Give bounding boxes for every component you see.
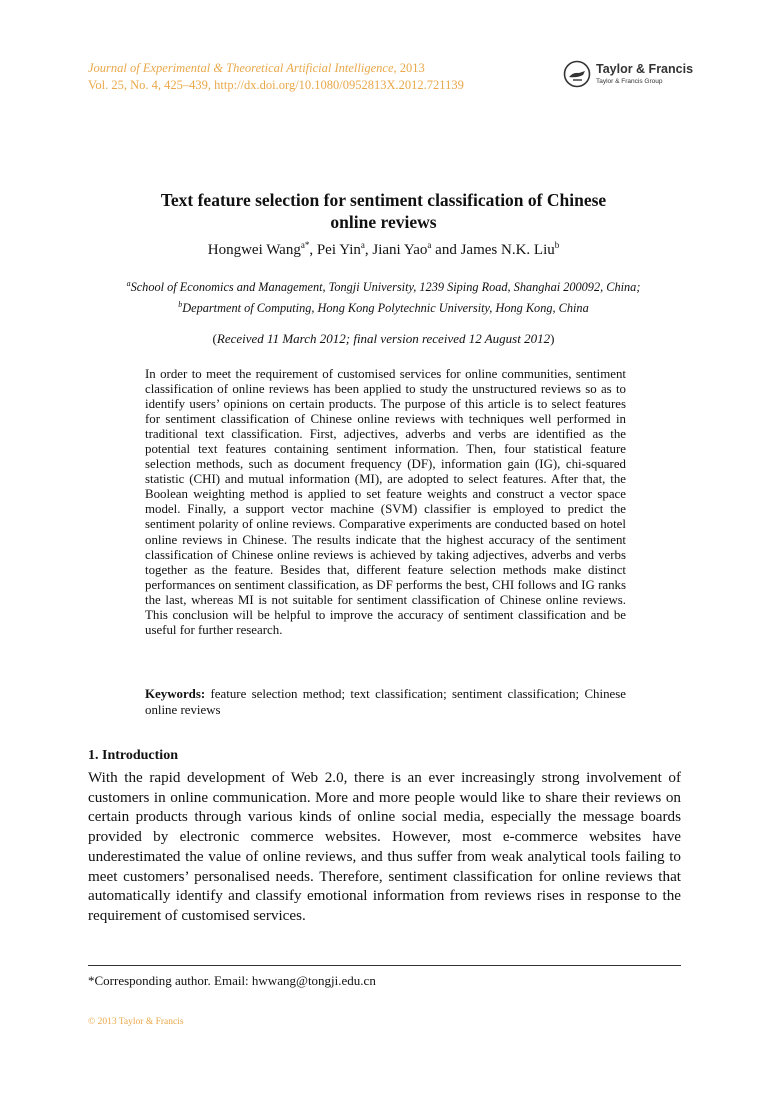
publisher-name: Taylor & Francis: [596, 62, 694, 76]
affiliation-b-mark: b: [178, 300, 183, 310]
keywords-list: feature selection method; text classification; sentiment classification; Chinese online reviews: [145, 687, 626, 717]
publisher-logo: [563, 60, 693, 90]
author-list: [80, 235, 687, 260]
author-sup: a*: [300, 240, 310, 250]
author-name: Pei Yin: [316, 242, 361, 258]
title-line-2: online reviews: [330, 212, 437, 232]
section-body: With the rapid development of Web 2.0, there is an ever increasingly strong involvement of customers in online communication. More and more people would like to share their reviews on certain products through various kinds of online social media, especially the message boards provided by electronic commerce websites. However, most e-commerce websites have underestimated the value of online reviews, and thus suffer from weak analytical tools failing to meet customers’ personalised needs. Therefore, sentiment classification for online reviews that automatically identify and classify emotional information from reviews rises in response to the requirement of customised services.: [88, 769, 681, 924]
publisher-lamp-icon: [563, 60, 591, 88]
abstract: In order to meet the requirement of customised services for online communities, sentiment classification of online reviews has been applied to study the unstructured reviews so as to identify users’ opinions on certain products. The purpose of this article is to select features for sentiment classification of Chinese online reviews with techniques well performed in traditional text classification. First, adjectives, adverbs and verbs are identified as the potential text features containing sentiment information. Then, four statistical feature selection methods, such as document frequency (DF), information gain (IG), chi-squared statistic (CHI) and mutual information (MI), are adopted to select features. After that, the Boolean weighting method is applied to set feature weights and construct a vector space model. Finally, a support vector machine (SVM) classifier is employed to predict the sentiment polarity of online reviews. Comparative experiments are conducted based on hotel online reviews in Chinese. The results indicate that the highest accuracy of the sentiment classification of Chinese online reviews is achieved by taking adjectives, adverbs and verbs together as the feature. Besides that, different feature selection methods make distinct performances on sentiment classification, as DF performs the best, CHI follows and IG ranks the last, whereas MI is not suitable for sentiment classification of Chinese online reviews. This conclusion will be helpful to improve the accuracy of sentiment classification and be useful for further research.: [145, 367, 626, 637]
affiliation-a: School of Economics and Management, Tongji University, 1239 Siping Road, Shanghai 200092, China;: [130, 280, 641, 295]
section-heading: 1. Introduction: [88, 748, 178, 763]
author-sep: ,: [309, 242, 317, 258]
affiliation-b: Department of Computing, Hong Kong Polytechnic University, Hong Kong, China: [182, 301, 589, 316]
received-close: ): [550, 331, 555, 346]
journal-title: Journal of Experimental & Theoretical Artificial Intelligence: [88, 61, 394, 75]
author-and: and: [431, 242, 461, 258]
journal-title-line: [88, 60, 558, 77]
title-line-1: Text feature selection for sentiment classification of Chinese: [160, 190, 607, 210]
journal-year: , 2013: [393, 61, 425, 75]
received-dates: [110, 330, 657, 348]
author-name: Hongwei Wang: [207, 242, 301, 258]
publisher-group: Taylor & Francis Group: [596, 78, 663, 85]
article-title: [120, 189, 647, 233]
received-text: Received 11 March 2012; final version received 12 August 2012: [216, 331, 551, 346]
journal-citation[interactable]: Vol. 25, No. 4, 425–439, http://dx.doi.org/10.1080/0952813X.2012.721139: [88, 78, 464, 92]
author-name: Jiani Yao: [372, 242, 428, 258]
affiliations: [110, 275, 657, 317]
footnote-divider: [88, 965, 681, 966]
author-name: James N.K. Liu: [460, 242, 555, 258]
author-sep: ,: [364, 242, 373, 258]
journal-header: [88, 60, 558, 94]
affiliation-a-mark: a: [126, 279, 131, 288]
keywords: [145, 687, 626, 718]
author-sup: b: [554, 240, 560, 250]
author-sup: a: [360, 240, 365, 250]
received-open: (: [212, 331, 217, 346]
copyright-notice: © 2013 Taylor & Francis: [88, 1017, 184, 1027]
author-sup: a: [427, 240, 432, 250]
keywords-label: Keywords:: [145, 687, 206, 701]
corresponding-author-footnote: *Corresponding author. Email: hwwang@tongji.edu.cn: [88, 973, 376, 988]
